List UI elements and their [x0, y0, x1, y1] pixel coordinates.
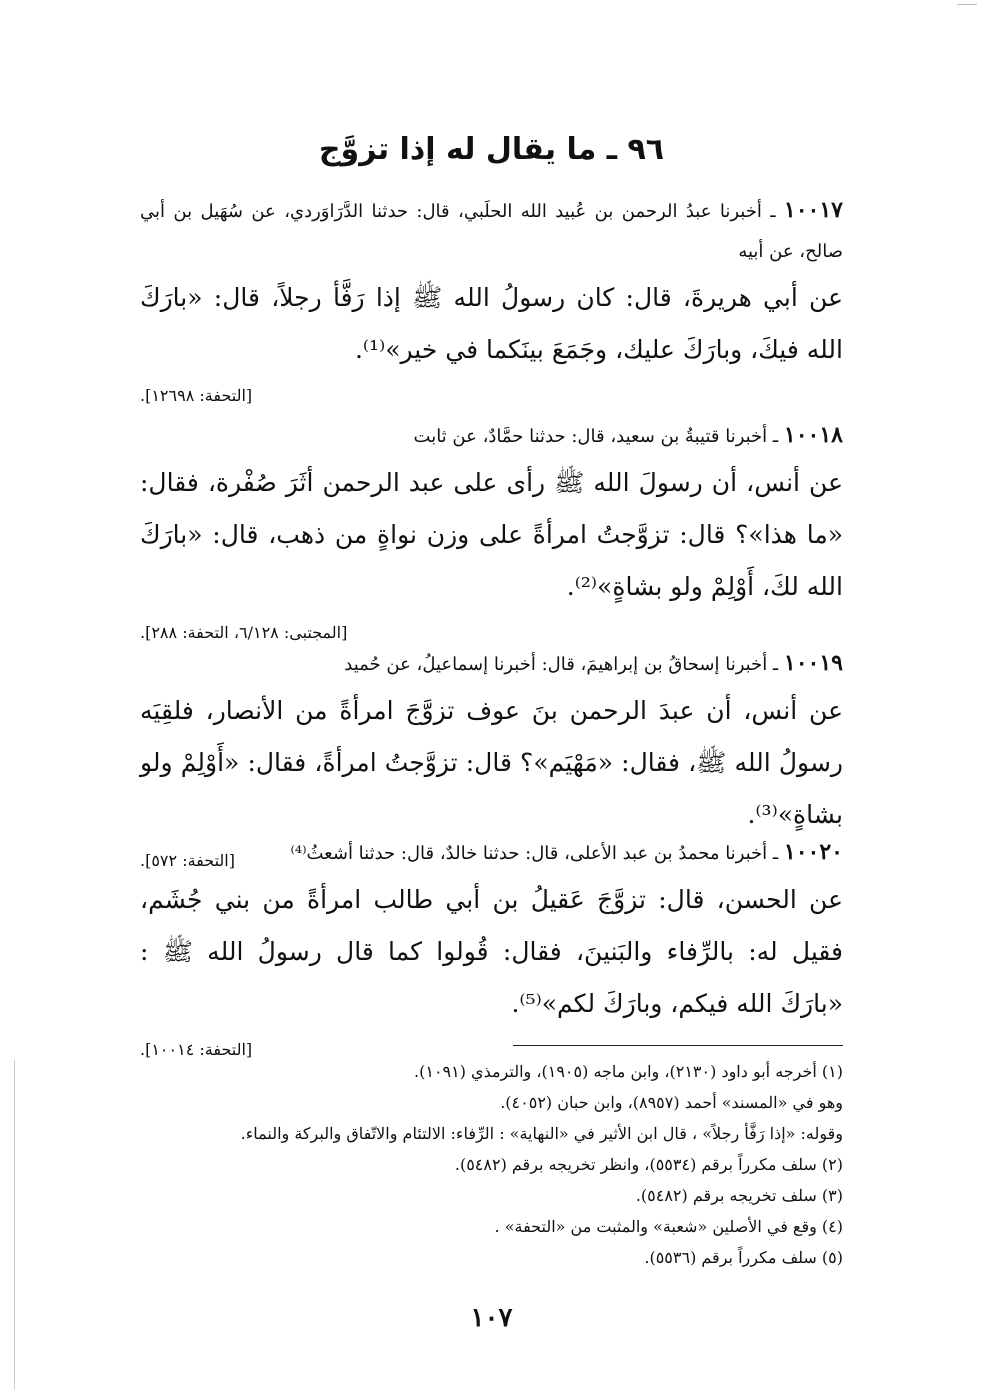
- hadith-reference: [المجتبى: ٦/١٢٨، التحفة: ٢٨٨].: [140, 623, 348, 642]
- footnote-line: (٢) سلف مكرراً برقم (٥٥٣٤)، وانظر تخريجه برقم (٥٤٨٢).: [454, 1155, 843, 1174]
- isnad-text: ـ أخبرنا إسحاقُ بن إبراهيمَ، قال: أخبرنا إسماعيلُ، عن حُميد: [344, 654, 784, 675]
- scan-margin-line: [14, 1060, 15, 1390]
- footnote-line: (١) أخرجه أبو داود (٢١٣٠)، وابن ماجه (١٩٠٥)، والترمذي (١٠٩١).: [414, 1062, 843, 1081]
- hadith-matn: عن الحسن، قال: تزوَّجَ عَقيلُ بن أبي طالب امرأةً من بني جُشَم، فقيل له: بالرِّفاء والبَنينَ، فقال: قُولوا كما قال رسولُ الله ﷺ : «بارَكَ الله فيكم، وبارَكَ لكم»⁽⁵⁾.: [140, 885, 843, 1018]
- footnote-line: وقوله: «إذا رَفَّأ رجلاً» ، قال ابن الأثير في «النهاية» : الرِّفاء: الالتئام والاتّفاق والبركة والنماء.: [240, 1124, 843, 1143]
- hadith-matn: عن أنس، أن عبدَ الرحمن بنَ عوف تزوَّجَ امرأةً من الأنصار، فلقِيَه رسولُ الله ﷺ، فقال: «مَهْيَم»؟ قال: تزوَّجتُ امرأةً، فقال: «أَوْلِمْ ولو بشاةٍ»⁽³⁾.: [140, 696, 843, 829]
- footnote-line: وهو في «المسند» أحمد (٨٩٥٧)، وابن حبان (٤٠٥٢).: [500, 1093, 843, 1112]
- hadith-isnad: [140, 832, 843, 874]
- scan-corner-mark: [957, 4, 977, 5]
- hadith-entry: [140, 190, 843, 410]
- hadith-reference: [التحفة: ١٠٠١٤].: [140, 1040, 253, 1059]
- hadith-number: ١٠٠٢٠: [783, 839, 843, 865]
- footnote-separator: [513, 1045, 843, 1046]
- hadith-reference: [التحفة: ٥٧٢].: [140, 851, 235, 870]
- footnote-line: (٤) وقع في الأصلين «شعبة» والمثبت من «التحفة» .: [494, 1217, 843, 1236]
- hadith-number: ١٠٠١٨: [783, 422, 843, 448]
- isnad-text: ـ أخبرنا عبدُ الرحمن بن عُبيد الله الحلَبي، قال: حدثنا الدَّرَاوَردي، عن سُهَيل بن أبي صالح، عن أبيه: [140, 201, 843, 262]
- hadith-reference: [التحفة: ١٢٦٩٨].: [140, 386, 253, 405]
- hadith-entry: [140, 832, 843, 1064]
- hadith-entry: [140, 415, 843, 647]
- hadith-matn: عن أنس، أن رسولَ الله ﷺ رأى على عبد الرحمن أثَرَ صُفْرة، فقال: «ما هذا»؟ قال: تزوَّجتُ امرأةً على وزن نواةٍ من ذهب، قال: «بارَكَ الله لكَ، أَوْلِمْ ولو بشاةٍ»⁽²⁾.: [140, 468, 843, 601]
- footnote-line: (٥) سلف مكرراً برقم (٥٥٣٦).: [644, 1248, 843, 1267]
- isnad-text: ـ أخبرنا محمدُ بن عبد الأعلى، قال: حدثنا خالدٌ، قال: حدثنا أشعثُ⁽⁴⁾: [290, 843, 784, 864]
- hadith-number: ١٠٠١٩: [783, 650, 843, 676]
- footnote-line: (٣) سلف تخريجه برقم (٥٤٨٢).: [635, 1186, 843, 1205]
- hadith-isnad: [140, 643, 843, 685]
- hadith-isnad: [140, 415, 843, 457]
- page-number: ١٠٧: [470, 1303, 513, 1333]
- hadith-isnad: [140, 190, 843, 272]
- hadith-matn: عن أبي هريرةَ، قال: كان رسولُ الله ﷺ إذا رَفَّأ رجلاً، قال: «بارَكَ الله فيكَ، وبارَكَ عليك، وجَمَعَ بينَكما في خير»⁽¹⁾.: [140, 283, 843, 364]
- hadith-number: ١٠٠١٧: [783, 197, 843, 223]
- chapter-title: ٩٦ ـ ما يقال له إذا تزوَّج: [318, 132, 665, 167]
- isnad-text: ـ أخبرنا قتيبةُ بن سعيد، قال: حدثنا حمَّادٌ، عن ثابت: [413, 426, 784, 447]
- footnotes: [140, 1056, 843, 1273]
